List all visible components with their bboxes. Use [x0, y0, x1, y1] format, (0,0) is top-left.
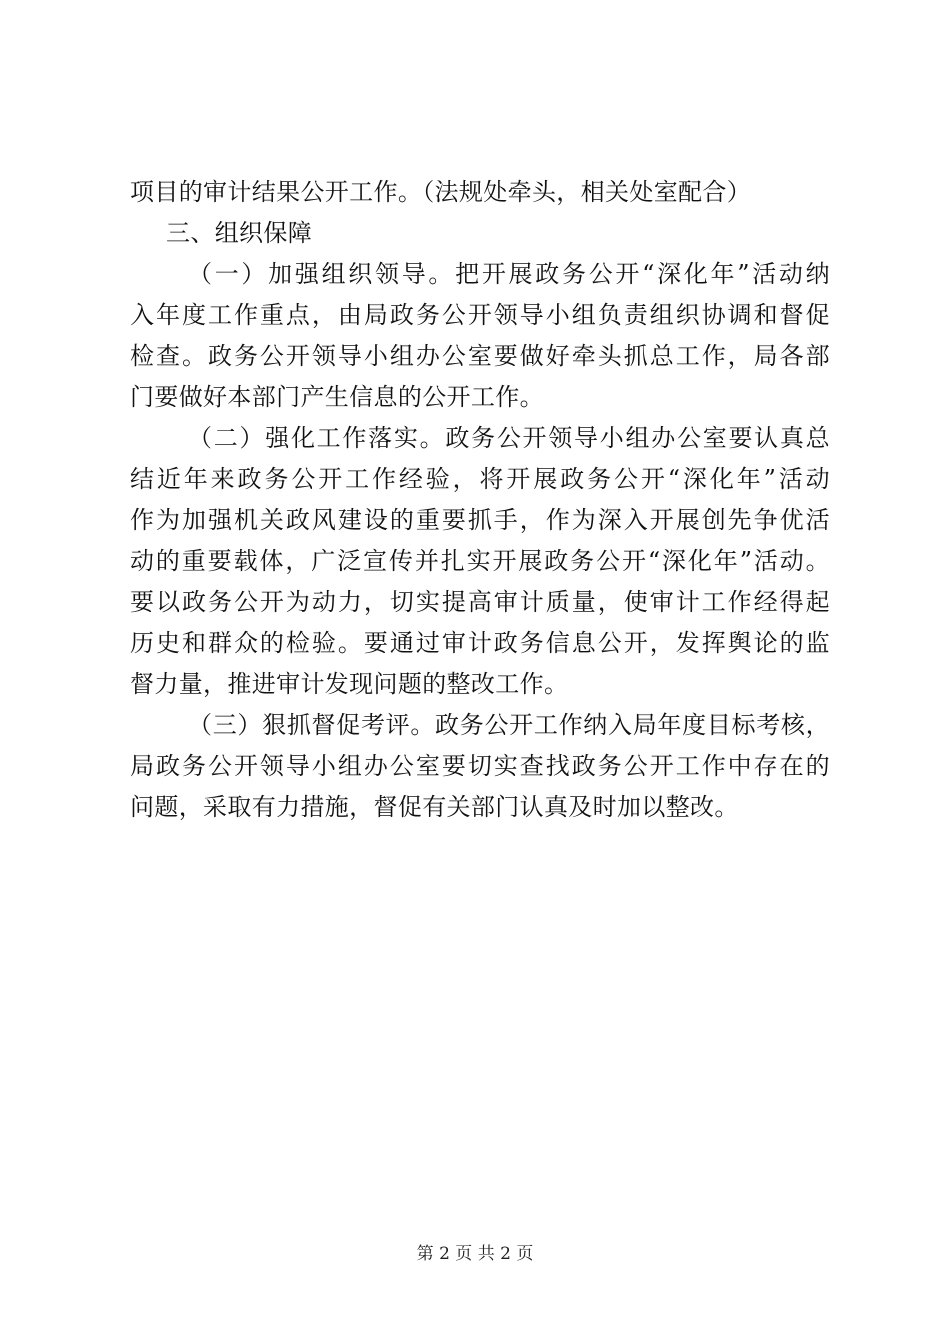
- text-line: 项目的审计结果公开工作。（法规处牵头，相关处室配合）: [130, 178, 752, 206]
- paragraph-line: （一）加强组织领导。把开展政务公开“深化年”活动纳: [188, 260, 830, 288]
- paragraph-line: 门要做好本部门产生信息的公开工作。: [130, 383, 544, 411]
- paragraph-line: 动的重要载体，广泛宣传并扎实开展政务公开“深化年”活动。: [130, 547, 830, 575]
- paragraph-line: （三）狠抓督促考评。政务公开工作纳入局年度目标考核，: [188, 711, 830, 739]
- paragraph-line: 检查。政务公开领导小组办公室要做好牵头抓总工作，局各部: [130, 342, 830, 370]
- page-footer: 第 2 页 共 2 页: [416, 1244, 534, 1264]
- paragraph-line: 要以政务公开为动力，切实提高审计质量，使审计工作经得起: [130, 588, 830, 616]
- paragraph-line: 历史和群众的检验。要通过审计政务信息公开，发挥舆论的监: [130, 629, 830, 657]
- paragraph-line: （二）强化工作落实。政务公开领导小组办公室要认真总: [188, 424, 830, 452]
- paragraph-line: 入年度工作重点，由局政务公开领导小组负责组织协调和督促: [130, 301, 830, 329]
- paragraph-line: 问题，采取有力措施，督促有关部门认真及时加以整改。: [130, 793, 739, 821]
- paragraph-line: 局政务公开领导小组办公室要切实查找政务公开工作中存在的: [130, 752, 830, 780]
- document-body: [130, 172, 830, 828]
- paragraph-line: 作为加强机关政风建设的重要抓手，作为深入开展创先争优活: [130, 506, 830, 534]
- section-heading: 三、组织保障: [166, 219, 313, 247]
- paragraph-line: 督力量，推进审计发现问题的整改工作。: [130, 670, 569, 698]
- paragraph-line: 结近年来政务公开工作经验，将开展政务公开“深化年”活动: [130, 465, 830, 493]
